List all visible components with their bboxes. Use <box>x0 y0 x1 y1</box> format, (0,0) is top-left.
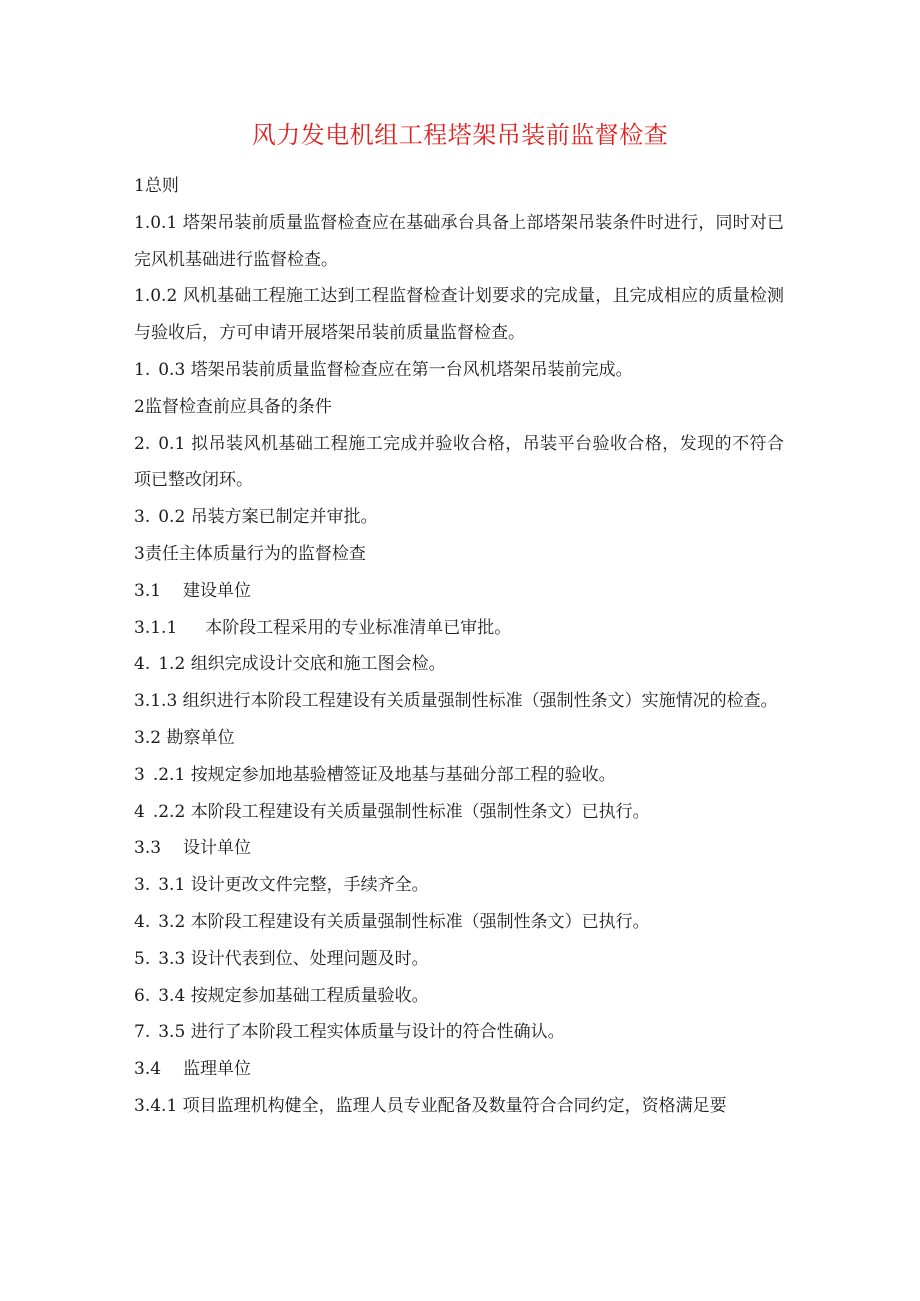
section-number: 5. <box>134 948 151 969</box>
section-number: 3.3 <box>134 838 162 859</box>
paragraph-3-2-2 <box>134 794 784 831</box>
section-number: 3.2 <box>134 727 162 748</box>
paragraph-text: 设计代表到位、处理问题及时。 <box>190 948 429 969</box>
section-number: 4. <box>134 911 151 932</box>
paragraph-text: 责任主体质量行为的监督检查 <box>144 543 366 564</box>
section-subnumber: 3.4 <box>158 985 186 1006</box>
paragraph-text: 项目监理机构健全，监理人员专业配备及数量符合合同约定，资格满足要 <box>182 1095 727 1116</box>
section-number: 4. <box>134 654 151 675</box>
paragraph-text: 建设单位 <box>183 580 252 601</box>
paragraph-text: 设计单位 <box>183 838 252 859</box>
document-body <box>134 168 784 1125</box>
section-number: 7. <box>134 1022 151 1043</box>
paragraph-3-1-2 <box>134 646 784 683</box>
paragraph-3-1-1 <box>134 610 784 647</box>
section-subnumber: 0.1 <box>158 433 186 454</box>
section-number: 3.1.3 <box>134 691 178 712</box>
paragraph-text: 风机基础工程施工达到工程监督检查计划要求的完成量，且完成相应的质量检测与验收后，方可申请开展塔架吊装前质量监督检查。 <box>134 286 785 344</box>
section-number: 3.4.1 <box>134 1095 178 1116</box>
section-number: 1 <box>134 176 145 196</box>
paragraph-3-3-2 <box>134 904 784 941</box>
paragraph-3 <box>134 536 784 573</box>
section-number: 1. <box>134 359 151 380</box>
section-number: 6. <box>134 985 151 1006</box>
paragraph-1 <box>134 168 784 205</box>
document-title: 风力发电机组工程塔架吊装前监督检查 <box>251 121 669 149</box>
section-number: 4 <box>134 801 145 822</box>
section-number: 3.1 <box>134 580 162 601</box>
section-subnumber: 0.2 <box>158 507 186 528</box>
paragraph-text: 进行了本阶段工程实体质量与设计的符合性确认。 <box>190 1022 565 1043</box>
paragraph-text: 监督检查前应具备的条件 <box>144 396 332 417</box>
section-number: 3. <box>134 875 151 896</box>
section-number: 3.4 <box>134 1059 162 1080</box>
paragraph-3-1 <box>134 573 784 610</box>
paragraph-3-4 <box>134 1051 784 1088</box>
section-number: 3. <box>134 507 151 528</box>
section-number: 1.0.2 <box>134 286 178 307</box>
paragraph-text: 组织完成设计交底和施工图会检。 <box>190 654 446 675</box>
paragraph-3-2-1 <box>134 757 784 794</box>
paragraph-text: 监理单位 <box>183 1059 252 1080</box>
section-subnumber: 0.3 <box>158 359 186 380</box>
paragraph-2 <box>134 389 784 426</box>
section-subnumber: .2.2 <box>152 801 186 822</box>
paragraph-text: 总则 <box>144 176 179 196</box>
paragraph-text: 吊装方案已制定并审批。 <box>190 507 378 528</box>
section-number: 3 <box>134 764 145 785</box>
paragraph-text: 勘察单位 <box>166 727 235 748</box>
paragraph-1-0-3 <box>134 352 784 389</box>
paragraph-3-2 <box>134 720 784 757</box>
paragraph-text: 按规定参加基础工程质量验收。 <box>190 985 429 1006</box>
section-subnumber: 3.5 <box>158 1022 186 1043</box>
paragraph-1-0-2 <box>134 278 784 352</box>
paragraph-2-0-2 <box>134 499 784 536</box>
section-number: 1.0.1 <box>134 212 178 233</box>
paragraph-text: 塔架吊装前质量监督检查应在基础承台具备上部塔架吊装条件时进行，同时对已完风机基础进行监督检查。 <box>134 212 785 270</box>
paragraph-2-0-1 <box>134 426 784 500</box>
section-subnumber: 3.3 <box>158 948 186 969</box>
paragraph-text: 本阶段工程采用的专业标准清单已审批。 <box>205 617 512 638</box>
section-number: 2 <box>134 396 145 417</box>
paragraph-text: 本阶段工程建设有关质量强制性标准（强制性条文）已执行。 <box>190 911 650 932</box>
paragraph-text: 组织进行本阶段工程建设有关质量强制性标准（强制性条文）实施情况的检查。 <box>182 691 778 712</box>
section-subnumber: .2.1 <box>152 764 186 785</box>
paragraph-3-3 <box>134 830 784 867</box>
paragraph-text: 塔架吊装前质量监督检查应在第一台风机塔架吊装前完成。 <box>190 359 633 380</box>
paragraph-3-3-5 <box>134 1014 784 1051</box>
section-subnumber: 3.1 <box>158 875 186 896</box>
section-subnumber: 1.2 <box>158 654 186 675</box>
paragraph-3-3-4 <box>134 978 784 1015</box>
paragraph-text: 设计更改文件完整，手续齐全。 <box>190 875 429 896</box>
section-subnumber: 3.2 <box>158 911 186 932</box>
section-number: 2. <box>134 433 151 454</box>
paragraph-text: 拟吊装风机基础工程施工完成并验收合格，吊装平台验收合格，发现的不符合项已整改闭环。 <box>134 433 785 491</box>
paragraph-text: 按规定参加地基验槽签证及地基与基础分部工程的验收。 <box>190 764 616 785</box>
paragraph-3-3-1 <box>134 867 784 904</box>
section-number: 3 <box>134 543 145 564</box>
paragraph-3-4-1 <box>134 1088 784 1125</box>
paragraph-text: 本阶段工程建设有关质量强制性标准（强制性条文）已执行。 <box>190 801 650 822</box>
paragraph-3-3-3 <box>134 941 784 978</box>
section-number: 3.1.1 <box>134 617 178 638</box>
paragraph-1-0-1 <box>134 205 784 279</box>
paragraph-3-1-3 <box>134 683 784 720</box>
